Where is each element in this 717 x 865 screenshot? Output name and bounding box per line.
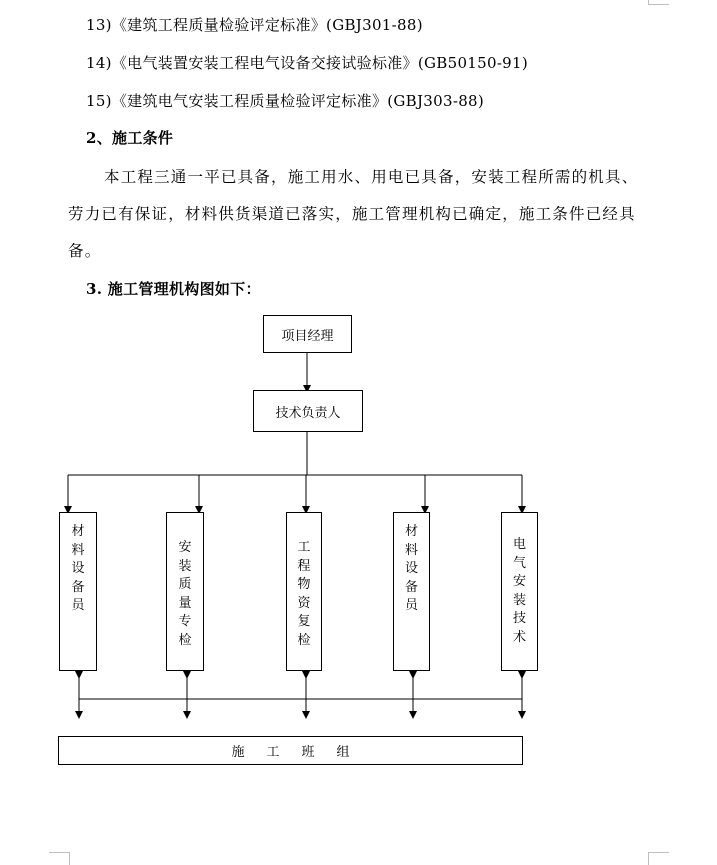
dept-1-char: 材 [71,524,85,539]
section-2-paragraph-line-3: 备。 [68,242,102,260]
org-node-project-manager [263,315,352,353]
org-node-dept-3 [286,512,322,671]
dept-3-char: 资 [297,595,311,611]
dept-5-char: 技 [512,611,526,626]
org-node-dept-2 [166,512,204,671]
section-3-heading: 3. 施工管理机构图如下： [86,280,261,298]
org-node-construction-team [58,736,523,765]
org-node-dept-5 [501,512,538,671]
dept-2-char: 装 [178,558,192,574]
dept-4-char: 备 [404,579,418,595]
dept-4-char: 材 [404,524,418,539]
dept-2-char: 专 [178,614,192,629]
org-node-project-manager-label: 项目经理 [281,328,334,344]
org-node-tech-lead-label: 技术负责人 [275,405,341,421]
dept-4-char: 料 [404,542,418,558]
dept-2-char: 检 [178,632,192,648]
dept-5-char: 电 [512,537,526,552]
dept-3-char: 复 [297,614,311,629]
standard-item-14: 14)《电气装置安装工程电气设备交接试验标准》(GB50150-91) [86,54,529,72]
dept-5-char: 装 [512,592,526,608]
org-node-tech-lead [253,390,363,432]
dept-3-char: 工 [297,540,311,555]
dept-2-char: 量 [178,595,192,611]
section-2-paragraph-line-2: 劳力已有保证，材料供货渠道已落实，施工管理机构已确定，施工条件已经具 [68,205,636,223]
dept-1-char: 设 [71,561,85,576]
dept-1-char: 员 [71,598,85,613]
section-2-paragraph-line-1: 本工程三通一平已具备，施工用水、用电已具备，安装工程所需的机具、 [104,168,639,186]
dept-5-char: 安 [512,574,526,589]
dept-4-char: 设 [404,561,418,576]
dept-2-char: 质 [178,577,192,592]
dept-2-char: 安 [178,540,192,555]
section-2-heading: 2、施工条件 [86,129,174,147]
dept-3-char: 物 [297,577,311,592]
org-node-dept-1 [59,512,97,671]
dept-1-char: 料 [71,542,85,558]
dept-5-char: 术 [512,629,526,645]
org-node-construction-team-label: 施工班组 [231,745,372,760]
standard-item-15: 15)《建筑电气安装工程质量检验评定标准》(GBJ303-88) [86,92,485,110]
dept-4-char: 员 [404,598,418,613]
dept-3-char: 程 [297,558,311,574]
standard-item-13: 13)《建筑工程质量检验评定标准》(GBJ301-88) [86,16,423,34]
dept-3-char: 检 [297,632,311,648]
dept-1-char: 备 [71,579,85,595]
dept-5-char: 气 [512,555,526,571]
org-node-dept-4 [393,512,430,671]
